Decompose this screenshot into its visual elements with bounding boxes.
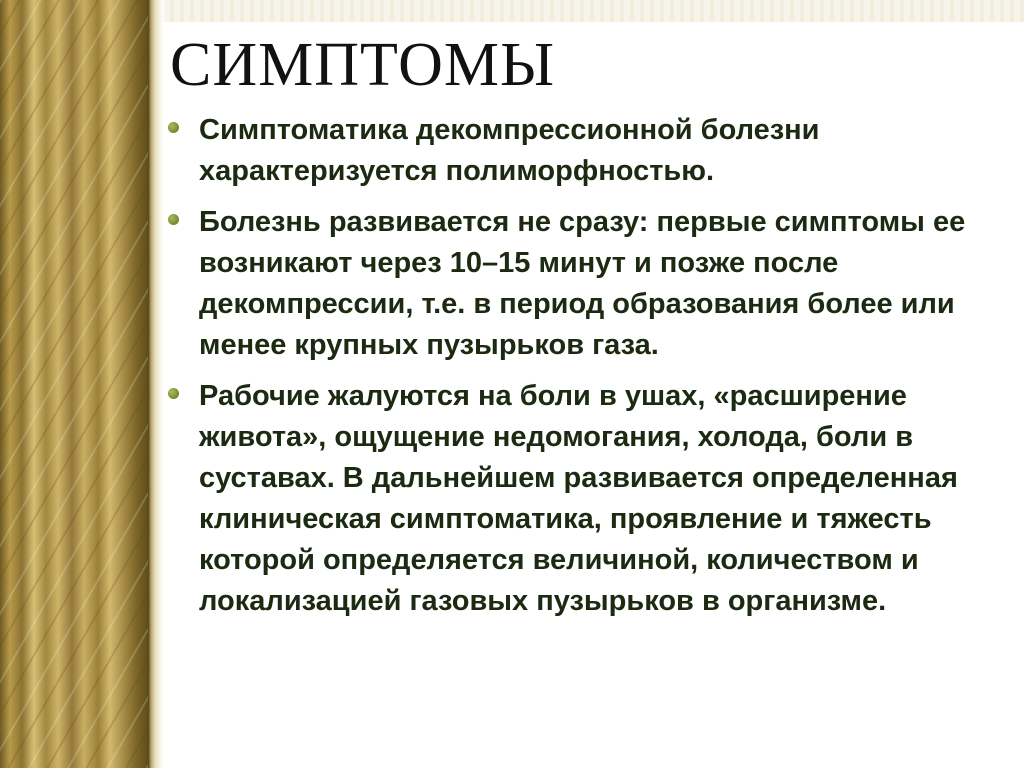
bullet-item xyxy=(163,202,993,366)
decorative-top-strip xyxy=(164,0,1024,22)
decorative-gold-band xyxy=(0,0,148,768)
decorative-band-edge xyxy=(148,0,164,768)
slide-title: СИМПТОМЫ xyxy=(170,31,556,99)
round-bullet-icon xyxy=(168,214,179,225)
bullet-text: Симптоматика декомпрессионной болезни характеризуется полиморфностью. xyxy=(199,114,820,187)
bullet-item xyxy=(163,376,993,622)
bullet-text: Болезнь развивается не сразу: первые симптомы ее возникают через 10–15 минут и позже после декомпрессии, т.е. в период образования более или менее крупных пузырьков газа. xyxy=(199,206,966,361)
bullet-item xyxy=(163,110,993,192)
bullet-text: Рабочие жалуются на боли в ушах, «расширение живота», ощущение недомогания, холода, боли в суставах. В дальнейшем развивается определенная клиническая симптоматика, проявление и тяжесть которой определяется величиной, количеством и локализацией газовых пузырьков в организме. xyxy=(199,380,958,617)
bullet-list xyxy=(163,110,993,632)
round-bullet-icon xyxy=(168,388,179,399)
round-bullet-icon xyxy=(168,122,179,133)
